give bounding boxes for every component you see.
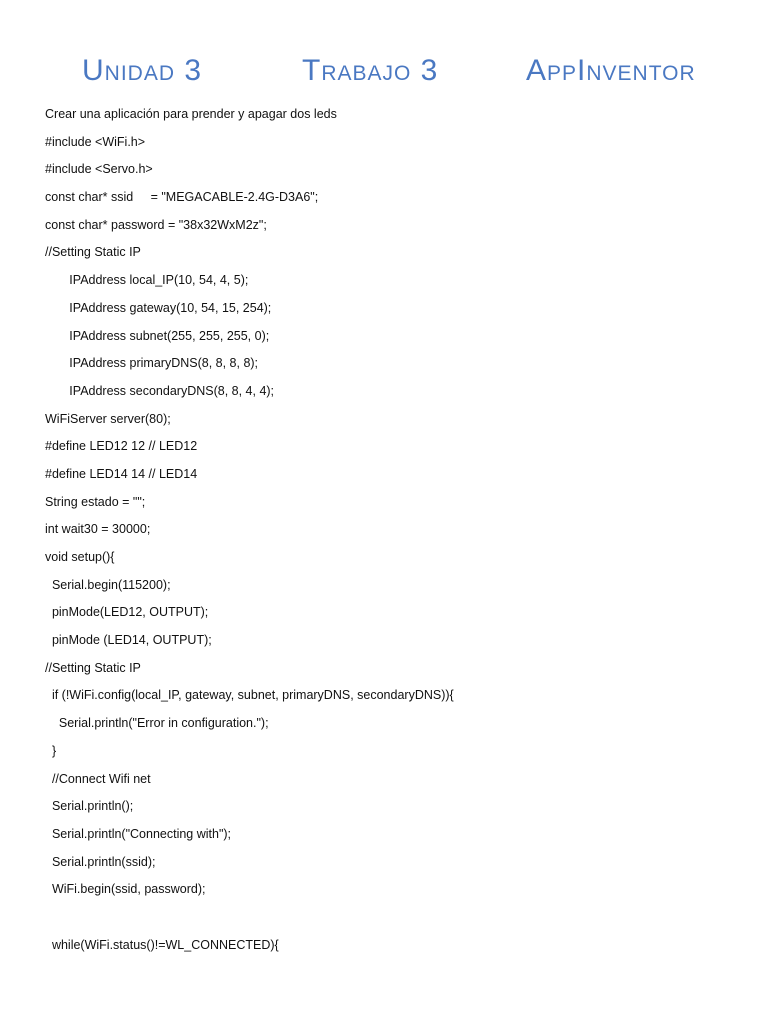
code-line: IPAddress secondaryDNS(8, 8, 4, 4); (45, 383, 275, 398)
code-line: pinMode(LED12, OUTPUT); (45, 605, 209, 620)
blank-line (45, 907, 745, 935)
code-line: IPAddress primaryDNS(8, 8, 8, 8); (45, 356, 259, 371)
code-line: Serial.println("Error in configuration."); (45, 716, 269, 731)
code-line: //Connect Wifi net (45, 771, 151, 786)
document-body (45, 104, 745, 962)
code-line: //Setting Static IP (45, 660, 141, 675)
code-line: } (45, 743, 57, 758)
code-line: WiFiServer server(80); (45, 411, 171, 426)
code-line: const char* password = "38x32WxM2z"; (45, 217, 267, 232)
code-line: pinMode (LED14, OUTPUT); (45, 633, 212, 648)
code-line: Serial.println("Connecting with"); (45, 826, 232, 841)
code-line: void setup(){ (45, 550, 115, 564)
code-line: const char* ssid = "MEGACABLE-2.4G-D3A6"; (45, 190, 319, 205)
code-line: Serial.println(); (45, 799, 134, 814)
code-line: //Setting Static IP (45, 245, 141, 260)
document-header (0, 54, 768, 98)
assignment-title: Trabajo 3 (302, 54, 439, 87)
unit-title: Unidad 3 (82, 54, 203, 87)
code-line: #define LED12 12 // LED12 (45, 439, 198, 454)
code-line: String estado = ""; (45, 494, 146, 509)
code-line: Serial.println(ssid); (45, 854, 156, 869)
intro-line: Crear una aplicación para prender y apagar dos leds (45, 107, 337, 121)
code-line: while(WiFi.status()!=WL_CONNECTED){ (45, 937, 279, 952)
code-line: int wait30 = 30000; (45, 522, 151, 537)
code-line: #define LED14 14 // LED14 (45, 466, 198, 481)
code-line: IPAddress gateway(10, 54, 15, 254); (45, 300, 272, 315)
code-line: Serial.begin(115200); (45, 577, 171, 592)
code-line: WiFi.begin(ssid, password); (45, 882, 206, 897)
tool-title: AppInventor (526, 54, 696, 87)
code-line: #include <WiFi.h> (45, 134, 146, 149)
code-line: #include <Servo.h> (45, 162, 153, 177)
code-line: if (!WiFi.config(local_IP, gateway, subnet, primaryDNS, secondaryDNS)){ (45, 688, 454, 703)
code-line: IPAddress subnet(255, 255, 255, 0); (45, 328, 270, 343)
code-line: IPAddress local_IP(10, 54, 4, 5); (45, 273, 249, 288)
